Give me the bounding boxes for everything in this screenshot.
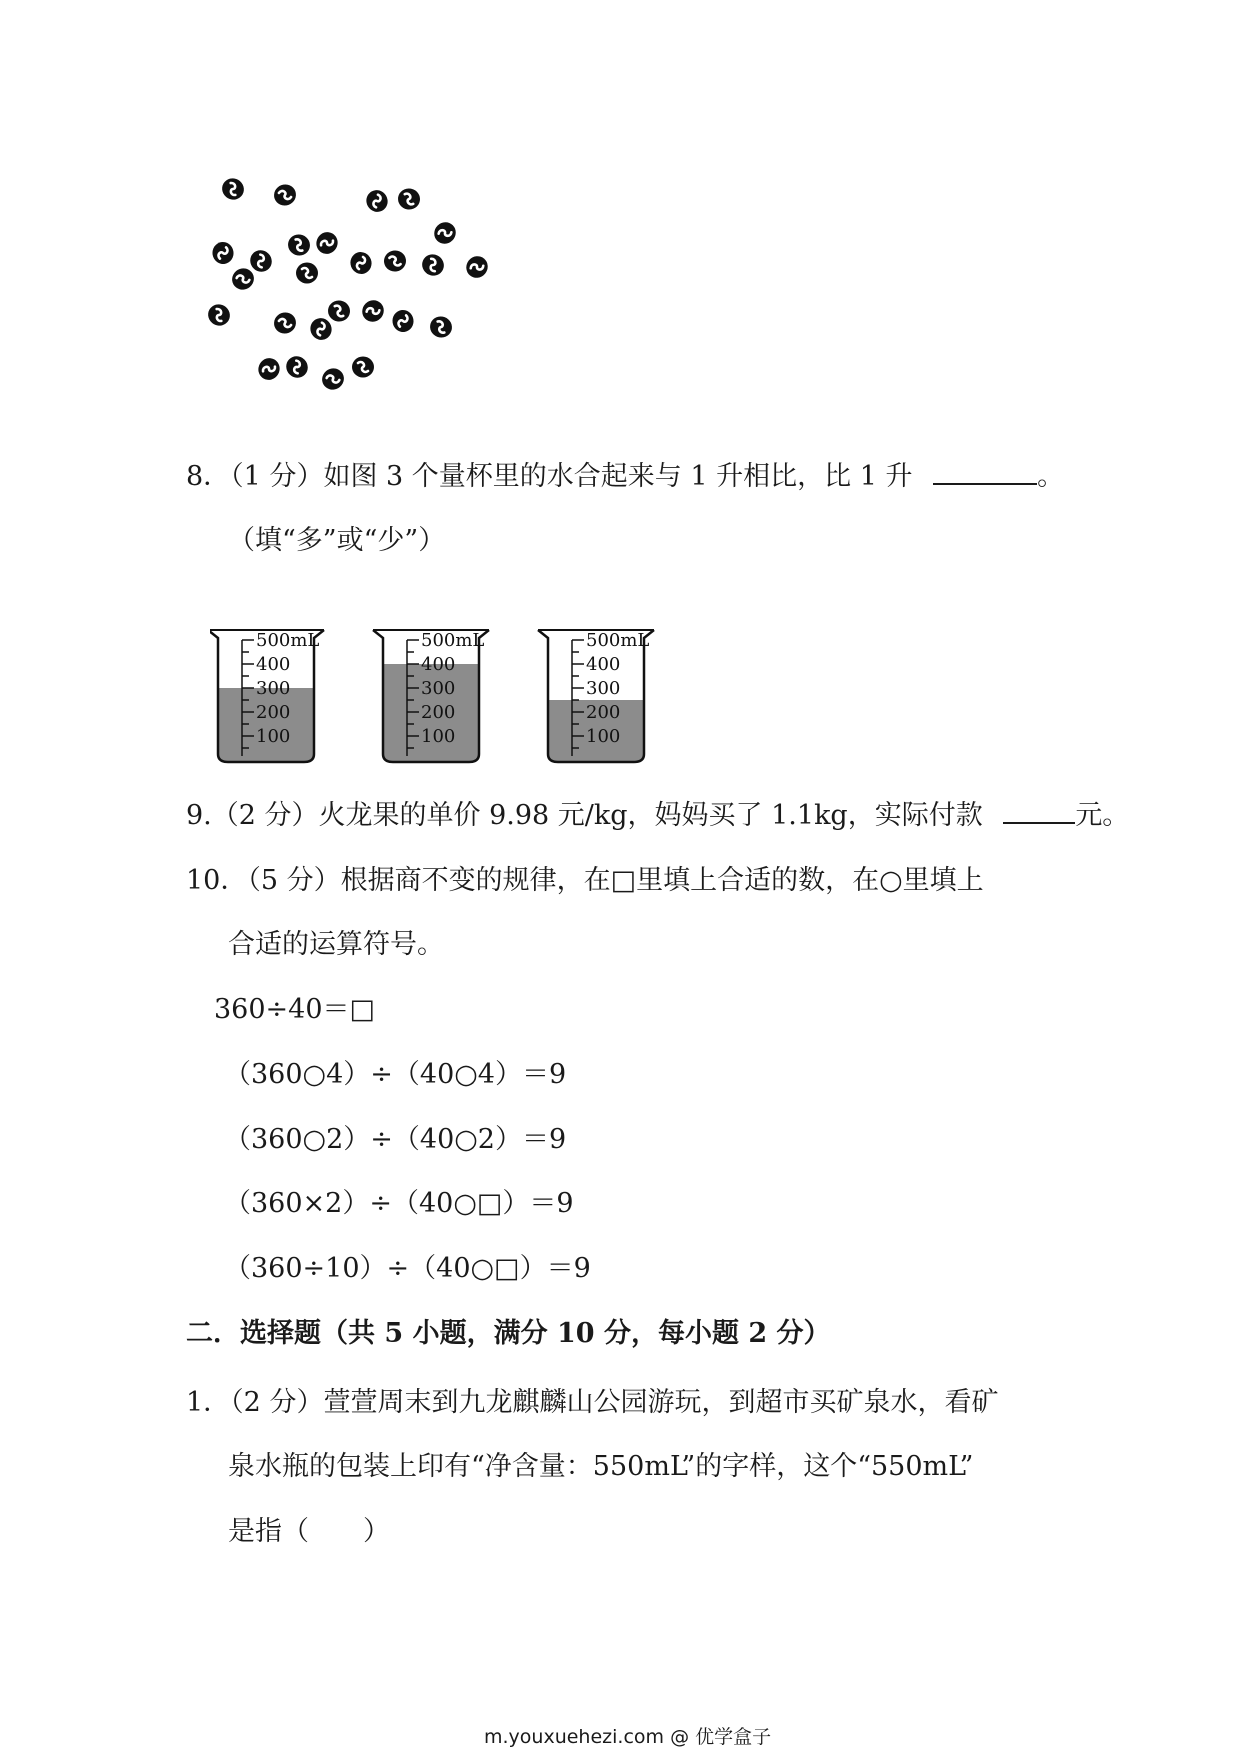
q9-answer-blank[interactable] <box>1003 822 1075 824</box>
bean-icon <box>462 252 492 282</box>
bean-icon <box>318 364 348 393</box>
beaker-scale-label: 500mL <box>586 630 650 651</box>
beaker-scale-label: 200 <box>256 702 291 723</box>
q8-text <box>186 463 1064 490</box>
q10-line2: 合适的运算符号。 <box>228 929 444 960</box>
bean-icon <box>382 249 407 274</box>
bean-icon <box>312 228 341 258</box>
bean-icon <box>391 308 416 333</box>
beaker <box>210 630 324 762</box>
bean-icon <box>218 174 248 203</box>
section2-title: 二．选择题（共 5 小题，满分 10 分，每小题 2 分） <box>186 1318 831 1349</box>
beaker-scale-label: 100 <box>421 726 456 747</box>
bean-icon <box>396 187 421 212</box>
beaker-scale-label: 100 <box>586 726 621 747</box>
beaker-scale-label: 300 <box>586 678 621 699</box>
beaker <box>538 630 654 762</box>
beaker-scale-label: 200 <box>421 702 456 723</box>
q8-end: 。 <box>1037 461 1065 492</box>
bean-icon <box>271 181 299 208</box>
q9-line: 9.（2 分）火龙果的单价 9.98 元/kg，妈妈买了 1.1kg，实际付款 <box>186 800 983 831</box>
bean-icon <box>352 357 374 378</box>
bean-icon <box>430 218 460 248</box>
q8-answer-blank[interactable] <box>933 483 1037 485</box>
q10-eq0: 360÷40＝□ <box>214 994 376 1025</box>
bean-icon <box>271 309 299 336</box>
q10-eq1: （360○4）÷（40○4）＝9 <box>224 1059 567 1090</box>
q10-eq4: （360÷10）÷（40○□）＝9 <box>224 1253 591 1284</box>
bean-icon <box>282 352 312 382</box>
bean-icon <box>204 300 234 329</box>
bean-icon <box>296 263 318 284</box>
beaker-scale-label: 200 <box>586 702 621 723</box>
beaker-scale-label: 500mL <box>256 630 320 651</box>
bean-icon <box>362 186 391 216</box>
beakers-figure <box>210 622 730 772</box>
beans-illustration <box>200 150 540 430</box>
bean-icon <box>347 249 374 277</box>
bean-icon <box>254 354 283 384</box>
beaker-scale-label: 500mL <box>421 630 485 651</box>
s2q1-line3: 是指（ ） <box>228 1516 390 1547</box>
bean-icon <box>285 231 313 258</box>
footer-watermark: m.youxuehezi.com @ 优学盒子 <box>484 1726 772 1748</box>
s2q1-line2: 泉水瓶的包装上印有“净含量：550mL”的字样，这个“550mL” <box>228 1451 974 1482</box>
beaker-scale-label: 300 <box>256 678 291 699</box>
q10-eq3: （360×2）÷（40○□）＝9 <box>224 1188 574 1219</box>
beaker-scale-label: 300 <box>421 678 456 699</box>
beaker-scale-label: 400 <box>421 654 456 675</box>
bean-icon <box>418 250 448 280</box>
q8-line1: 8．（1 分）如图 3 个量杯里的水合起来与 1 升相比，比 1 升 <box>186 461 913 492</box>
beaker-water <box>218 688 314 762</box>
beaker-scale-label: 400 <box>256 654 291 675</box>
bean-icon <box>211 240 236 265</box>
bean-icon <box>427 313 455 340</box>
q10-eq2: （360○2）÷（40○2）＝9 <box>224 1124 567 1155</box>
bean-icon <box>228 264 258 293</box>
q9-text <box>186 802 1129 829</box>
bean-icon <box>306 314 335 344</box>
q8-hint: （填“多”或“少”） <box>228 525 446 556</box>
q10-line1: 10．（5 分）根据商不变的规律，在□里填上合适的数，在○里填上 <box>186 865 984 896</box>
beaker-scale-label: 100 <box>256 726 291 747</box>
beaker-scale-label: 400 <box>586 654 621 675</box>
s2q1-line1: 1．（2 分）萱萱周末到九龙麒麟山公园游玩，到超市买矿泉水，看矿 <box>186 1387 999 1418</box>
beaker <box>373 630 489 762</box>
bean-icon <box>326 299 351 324</box>
q9-end: 元。 <box>1075 800 1130 831</box>
bean-icon <box>358 296 388 326</box>
